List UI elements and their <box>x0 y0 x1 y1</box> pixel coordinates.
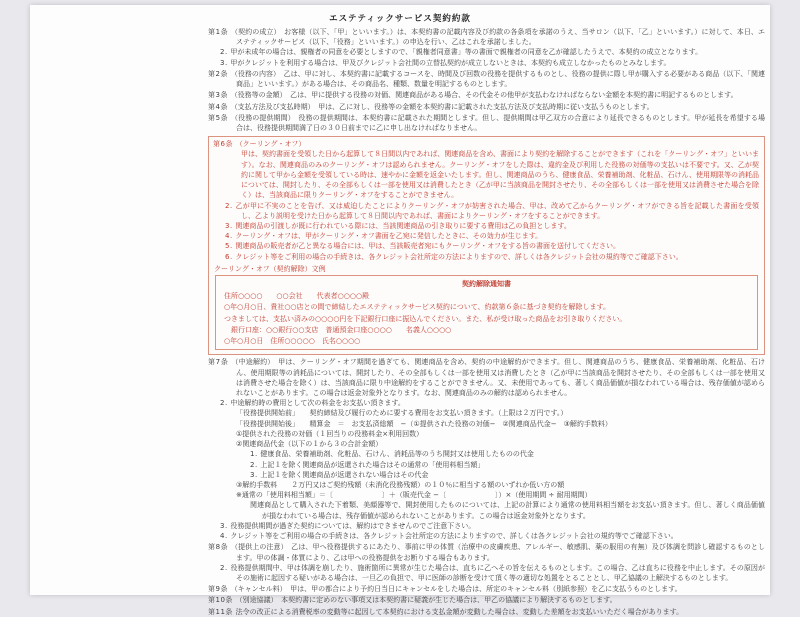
notice-line: 住所○○○○ ○○会社 代表者○○○○殿 <box>224 292 370 301</box>
item-label: 3. <box>250 470 261 479</box>
detail-subitem: 1. 健康食品、栄養補助剤、化粧品、石けん、消耗品等のうち開封又は使用したものの代金 <box>250 450 534 459</box>
item-label: 第7条 <box>208 358 232 367</box>
item-label: 3. <box>225 221 236 230</box>
item-label: 第2条 <box>208 69 231 78</box>
article-paragraph: 第2条 （役務の内容） 乙は、甲に対し、本契約書に記載するコースを、時間及び回数の役務を提供するものとし、役務の提供に際し甲が購入する必要がある商品（以下、「関連商品」といいます。）がある場合は、その商品名、種類、数量を明記するものとします。 <box>208 69 765 89</box>
article-paragraph: 第11条 法令の改正による消費税率の変動等に起因して本契約における支払金額が変動した場合は、変動した差額をお支払いいただく場合があります。 <box>208 607 684 616</box>
document-title: エステティックサービス契約約款 <box>329 14 471 24</box>
notice-line: つきましては、支払い済みの○○○○円を下記銀行口座に振込んでください。また、私が受け取った商品をお引き取りください。 <box>224 314 627 323</box>
detail-subitem: 2. 上記１を除く関連商品が返還された場合はその通常の「使用料相当額」 <box>250 460 485 469</box>
article-paragraph: 第5条 （役務の提供期間） 役務の提供期間は、本契約書に記載された期間とします。但し、提供期間は甲乙双方の合意により延長できるものとします。甲が延長を希望する場合は、役務提供期間満了日の３０日前までに乙に申し出なければなりません。 <box>208 113 765 132</box>
sample-letter-label: クーリング・オフ（契約解除）文例 <box>214 264 326 273</box>
item-label: 第6条 <box>213 140 236 149</box>
item-label: 第4条 <box>208 102 231 111</box>
sub-item: 2. 甲が未成年の場合は、親権者の同意を必要としますので、「親権者同意書」等の書面で親権者の同意を乙が確認したうえで、本契約の成立となります。 <box>220 48 703 57</box>
article-paragraph: 第1条 （契約の成立） お客様（以下、「甲」といいます。）は、本契約書の記載内容及び約款の各条項を承諾のうえ、当サロン（以下、「乙」といいます。）に対して、本日、エステティックサービス（以下、「役務」といいます。）の申込を行い、乙はこれを承諾しました。 <box>208 28 765 47</box>
article-paragraph: 第9条 （キャンセル料） 甲は、甲の都合により予約日当日にキャンセルをした場合は、所定のキャンセル料（別紙参照）を乙に支払うものとします。 <box>208 585 682 594</box>
document-body <box>208 26 765 617</box>
item-label: 6. <box>225 252 236 261</box>
notice-line: 銀行口座：○○銀行○○支店 普通預金口座○○○○ 名義人○○○○ <box>224 325 452 334</box>
cooling-off-heading: 第6条 （クーリング・オフ） <box>213 140 309 149</box>
article-paragraph: 第7条 （中途解約） 甲は、クーリング・オフ期間を過ぎても、関連商品を含め、契約の中途解約ができます。但し、関連商品のうち、健康食品、栄養補助剤、化粧品、石けん、使用期限等の消耗品については、開封したり、その全部もしくは一部を使用又は消費したとき（乙が甲に当該商品を開封させたり、その全部もしくは一部を使用又は消費させた場合を除く）は、当該商品に限り中途解約をすることができません。又、未使用であっても、著しく商品価値が損なわれている場合は、残存価値が認められないことがあります。この場合は返金対象外となります。なお、関連商品のみの解約は認められません。 <box>208 358 765 397</box>
sub-item: 2. 役務提供期間中、甲は体調を崩したり、施術箇所に異常が生じた場合は、直ちに乙へその旨を伝えるものとします。この場合、乙は直ちに役務を中止します。その原因がその施術に起因する疑いがある場合は、一旦乙の負担で、甲に医師の診断を受けて頂く等の適切な処置をとることとし、甲乙協議の上解決するものとします。 <box>220 563 765 582</box>
cooling-off-item: 2. 乙が甲に不実のことを告げ、又は威迫したことによりクーリング・オフが妨害された場合、甲は、改めて乙からクーリング・オフができる旨を記載した書面を受領し、乙より説明を受けた日から起算して８日間以内であれば、書面によりクーリング・オフをすることができます。 <box>225 201 759 220</box>
item-label: 3. <box>220 521 231 530</box>
item-label: 2. <box>225 201 236 210</box>
detail-subitem: 3. 上記１を除く関連商品が返還されない場合はその代金 <box>250 470 429 479</box>
item-label: 2. <box>220 48 231 57</box>
item-label: 5. <box>225 242 236 251</box>
article-paragraph: 第10条 （別途協議） 本契約書に定めのない事項又は本契約書に疑義が生じた場合は、甲乙の協議により解決するものとします。 <box>208 596 617 605</box>
cooling-off-section <box>208 136 765 355</box>
item-label: 第5条 <box>208 113 232 122</box>
contract-page <box>30 5 770 616</box>
article-paragraph: 第3条 （役務等の金額） 乙は、甲に提供する役務の対価、関連商品がある場合、その代金その他甲が支払わなければならない金額を本契約書に明記するものとします。 <box>208 91 738 100</box>
item-label: 第9条 <box>208 585 231 594</box>
item-label: 2. <box>220 399 231 408</box>
item-label: 第11条 <box>208 607 236 616</box>
detail-subitem: 関連商品として購入された下着類、美顔器等で、開封使用したものについては、上記の計算により通常の使用料相当額をお支払い頂きます。但し、著しく商品価値が損なわれている場合は、残存価値が認められないことがあります。この場合は返金対象外となります。 <box>250 501 765 520</box>
item-label: 1. <box>250 450 261 459</box>
cooling-off-item: 甲は、契約書面を受領した日から起算して８日間以内であれば、関連商品を含め、書面により契約を解除することができます（これを「クーリング・オフ」といいます）。なお、関連商品のみのクーリング・オフは認められません。クーリング・オフをした際は、違約金及び利用した役務の対価等の支払いは不要です。又、乙が契約に関して甲から金額を受領している時は、速やかに金額を返金いたします。但し、関連商品のうち、健康食品、栄養補助剤、化粧品、石けん、使用期限等の消耗品については、開封したり、その全部もしくは一部を使用又は消費したとき（乙が甲に当該商品を開封させたり、その全部もしくは一部を使用又は消費させた場合を除く）は、当該商品に限りクーリング・オフをすることができません。 <box>241 150 759 200</box>
sub-item: 3. 甲がクレジットを利用する場合は、甲及びクレジット会社間の立替払契約が成立しないときは、本契約も成立しなかったものとみなします。 <box>220 58 671 67</box>
sub-item: 3. 役務提供期間が過ぎた契約については、解約はできませんのでご注意下さい。 <box>220 521 476 530</box>
notice-box <box>215 275 758 350</box>
detail-line: ※通常の「使用料相当額」＝〔 〕＋（販売代金 −〔 〕）×（使用期間 ÷ 耐用期間） <box>236 491 592 500</box>
detail-line: ③解約手数料 ２万円又はご契約残額（未消化役務残額）の１０％に相当する額のいずれか低い方の額 <box>236 480 565 489</box>
item-label: 2. <box>220 563 231 572</box>
item-label: 第10条 <box>208 596 236 605</box>
detail-line: 「役務提供開始後」 精算金 ＝ お支払済総額 −（①提供された役務の対価− ②関連商品代金− ③解約手数料） <box>236 419 612 428</box>
cooling-off-item: 3. 関連商品の引渡しが既に行われている際には、当該関連商品の引き取りに要する費用は乙の負担とします。 <box>225 221 571 230</box>
sub-item: 4. クレジット等をご利用の場合の手続きは、各クレジット会社所定の方法によりますので、詳しくは各クレジット会社の規約等でご確認下さい。 <box>220 532 678 541</box>
detail-line: 「役務提供開始前」 契約締結及び履行のために要する費用をお支払い頂きます。（上限は２万円です。） <box>236 409 568 418</box>
item-label: 第8条 <box>208 543 232 552</box>
item-label: 第1条 <box>208 28 232 36</box>
notice-line: ○年○月○日 住所○○○○○ 氏名○○○○ <box>224 337 361 346</box>
item-label: 2. <box>250 460 261 469</box>
article-paragraph: 第4条 （支払方法及び支払時期） 甲は、乙に対し、役務等の金額を本契約書に記載された支払方法及び支払時期に従い支払うものとします。 <box>208 102 654 111</box>
cooling-off-item: 6. クレジット等をご利用の場合の手続きは、各クレジット会社所定の方法によりますので、詳しくは各クレジット会社の規約等でご確認下さい。 <box>225 252 683 261</box>
detail-line: ①提供された役務の対価（１回当りの役務料金×利用回数） <box>236 429 424 438</box>
cooling-off-item: 4. クーリング・オフは、甲がクーリング・オフ書面を乙宛に発信したときに、その効力が生じます。 <box>225 232 543 241</box>
sub-item: 2. 中途解約時の費用として次の料金をお支払い頂きます。 <box>220 399 405 408</box>
item-label: 4. <box>225 232 236 241</box>
item-label: 4. <box>220 532 231 541</box>
notice-title: 契約解除通知書 <box>462 280 511 289</box>
article-paragraph: 第8条 （提供上の注意） 乙は、甲へ役務提供するにあたり、事前に甲の体質（治療中の皮膚疾患、アレルギー、敏感肌、薬の服用の有無）及び体調を問診し確認するものとします。甲の体調・体質により、乙は甲への役務提供をお断りする場合もあります。 <box>208 543 765 562</box>
cooling-off-item: 5. 関連商品の販売者が乙と異なる場合には、甲は、当該販売者宛にもクーリング・オフをする旨の書面を送付してください。 <box>225 242 621 251</box>
notice-line: ○年○月○日、貴社○○店との間で締結したエステティックサービス契約について、約款第６条に基づき契約を解除します。 <box>224 303 610 312</box>
item-label: 第3条 <box>208 91 231 100</box>
detail-line: ②関連商品代金（以下の１から３の合計金額） <box>236 440 383 449</box>
item-label: 3. <box>220 58 231 67</box>
